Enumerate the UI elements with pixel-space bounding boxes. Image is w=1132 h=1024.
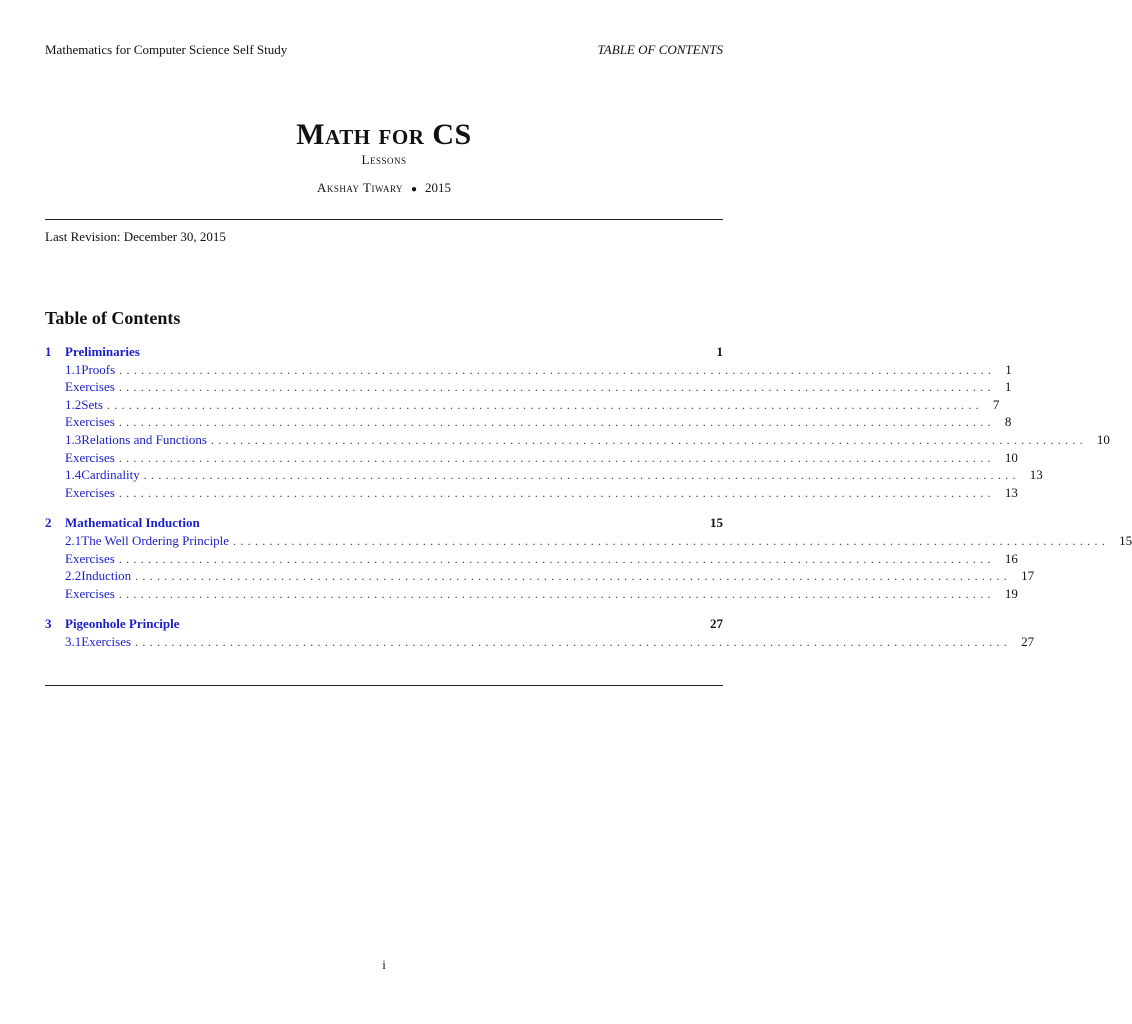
section-title: Induction (81, 568, 132, 584)
header-right: TABLE OF CONTENTS (597, 42, 723, 57)
section-number: 1.2 (65, 396, 82, 412)
section-page: 27 (1021, 633, 1035, 649)
section-title: Exercises (65, 550, 115, 566)
toc-exercises-link-1-2[interactable] (45, 413, 1012, 431)
section-page: 16 (1004, 550, 1018, 566)
section-page: 15 (1119, 532, 1132, 548)
toc-heading: Table of Contents (45, 308, 181, 328)
document-title: Math for CS (296, 118, 472, 151)
toc-exercises-link-1-3[interactable] (45, 449, 1018, 467)
toc-chapter-link-1[interactable] (45, 343, 723, 361)
chapter-title: Preliminaries (65, 344, 140, 359)
chapter-page: 27 (710, 616, 723, 632)
chapter-3 (45, 615, 1035, 650)
section-page: 19 (1004, 585, 1018, 601)
dot-leader: ........................................................................................................................ (118, 586, 995, 601)
toc-exercises-link-2-1[interactable] (45, 550, 1018, 568)
author-line (0, 180, 768, 196)
chapter-page: 1 (716, 344, 723, 359)
chapter-number: 1 (45, 344, 52, 359)
bullet-separator: ● (410, 184, 418, 195)
document-subtitle: Lessons (361, 152, 407, 167)
table-of-contents (45, 343, 1132, 664)
toc-section-link-3-1[interactable] (45, 633, 1035, 651)
chapter-number: 2 (45, 515, 52, 531)
dot-leader: ........................................................................................................................ (135, 634, 1012, 649)
dot-leader: ........................................................................................................................ (143, 468, 1020, 483)
toc-section-link-1-3[interactable] (45, 431, 1110, 449)
toc-chapter-link-2[interactable] (45, 514, 723, 532)
dot-leader: ........................................................................................................................ (119, 362, 996, 377)
dot-leader: ........................................................................................................................ (106, 397, 983, 412)
section-title: Exercises (65, 484, 115, 500)
toc-section-link-1-4[interactable] (45, 466, 1043, 484)
section-number: 1.4 (65, 467, 82, 483)
section-number: 3.1 (65, 633, 82, 649)
section-title: Exercises (65, 379, 115, 395)
dot-leader: ........................................................................................................................ (118, 450, 995, 465)
chapter-2 (45, 514, 1132, 602)
section-title: Exercises (65, 585, 115, 601)
toc-chapter-link-3[interactable] (45, 615, 723, 633)
section-title: Sets (81, 396, 103, 412)
bottom-rule (45, 685, 723, 686)
chapter-page: 15 (710, 515, 723, 531)
chapter-title: Mathematical Induction (65, 515, 200, 531)
toc-exercises-link-1-4[interactable] (45, 484, 1018, 502)
section-number: 1.3 (65, 431, 82, 447)
dot-leader: ........................................................................................................................ (118, 380, 995, 395)
section-number: 2.1 (65, 532, 82, 548)
chapter-title: Pigeonhole Principle (65, 616, 180, 632)
toc-section-link-2-1[interactable] (45, 532, 1132, 550)
section-title: Relations and Functions (81, 431, 207, 447)
year: 2015 (425, 180, 452, 195)
section-page: 1 (1004, 379, 1012, 395)
section-title: Exercises (65, 414, 115, 430)
dot-leader: ........................................................................................................................ (118, 485, 995, 500)
section-page: 13 (1004, 484, 1018, 500)
running-header (45, 42, 723, 58)
dot-leader: ........................................................................................................................ (118, 415, 995, 430)
header-left: Mathematics for Computer Science Self Study (45, 42, 288, 57)
toc-exercises-link-1-1[interactable] (45, 378, 1012, 396)
section-number: 2.2 (65, 568, 82, 584)
section-title: Exercises (81, 633, 132, 649)
section-number: 1.1 (65, 361, 82, 377)
section-title: The Well Ordering Principle (81, 532, 230, 548)
section-page: 10 (1004, 449, 1018, 465)
section-page: 7 (992, 396, 1000, 412)
toc-section-link-1-2[interactable] (45, 396, 1000, 414)
top-rule (45, 219, 723, 220)
section-title: Cardinality (81, 467, 140, 483)
dot-leader: ........................................................................................................................ (233, 533, 1110, 548)
section-page: 13 (1029, 467, 1043, 483)
dot-leader: ........................................................................................................................ (210, 432, 1087, 447)
chapter-number: 3 (45, 616, 52, 632)
page-number: i (382, 957, 386, 972)
section-page: 1 (1005, 361, 1012, 377)
revision-date: Last Revision: December 30, 2015 (45, 229, 226, 244)
toc-section-link-1-1[interactable] (45, 361, 1012, 379)
chapter-1 (45, 343, 1110, 501)
title-block (0, 118, 768, 196)
dot-leader: ........................................................................................................................ (118, 551, 995, 566)
section-title: Exercises (65, 449, 115, 465)
section-page: 8 (1004, 414, 1012, 430)
toc-section-link-2-2[interactable] (45, 567, 1035, 585)
dot-leader: ........................................................................................................................ (135, 569, 1012, 584)
author: Akshay Tiwary (316, 180, 403, 195)
section-page: 17 (1021, 568, 1035, 584)
section-page: 10 (1096, 431, 1110, 447)
toc-exercises-link-2-2[interactable] (45, 585, 1018, 603)
section-title: Proofs (81, 361, 116, 377)
